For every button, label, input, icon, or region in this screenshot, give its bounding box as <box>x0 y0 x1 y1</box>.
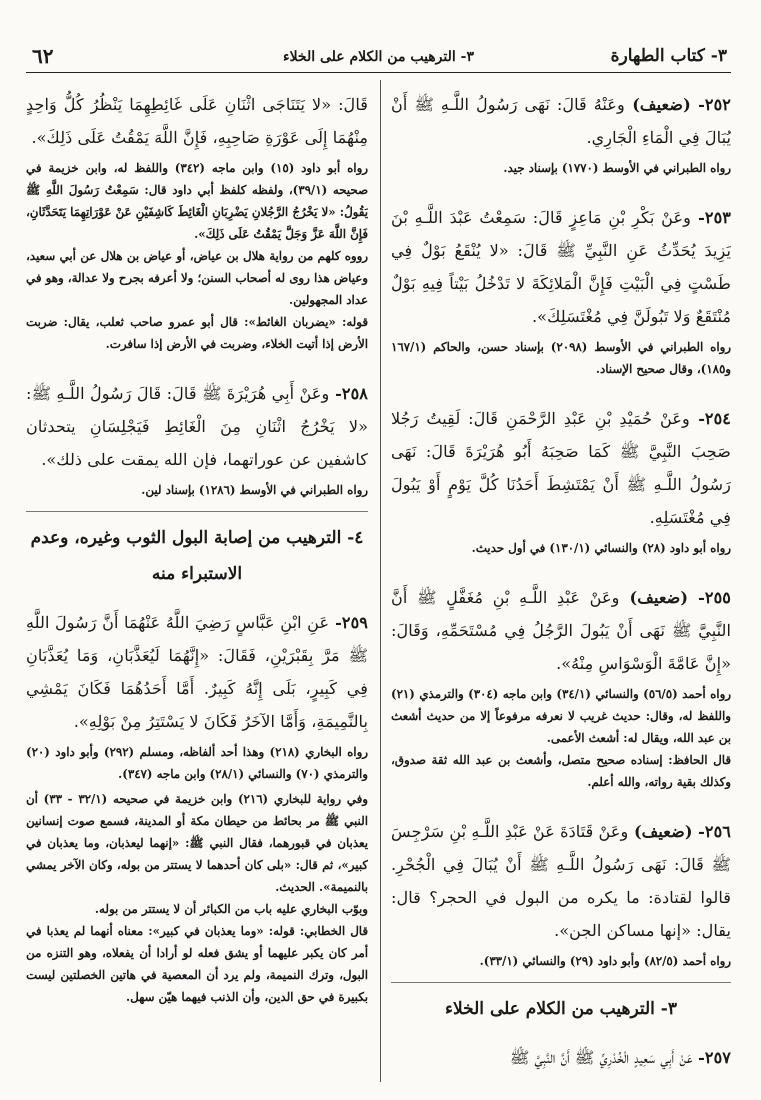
section-running-title: ٣- الترهيب من الكلام على الخلاء <box>282 49 475 65</box>
hadith-number: ٢٥٣- <box>690 208 731 227</box>
hadith-source: رواه الطبراني في الأوسط (١٢٨٦) بإسناد لين. <box>141 483 368 497</box>
hadith-number: ٢٥٢- <box>690 95 731 114</box>
header-divider <box>26 72 731 73</box>
hadith-source: رواه البخاري (٢١٨) وهذا أحد ألفاظه، ومسلم (٢٩٢) وأبو داود (٢٠) والترمذي (٧٠) والنسائي (٢٨/١) وابن ماجه (٣٤٧). <box>26 745 368 781</box>
hadith-note: قال الحافظ: إسناده صحيح متصل، وأشعث بن عبد الله ثقة صدوق، وكذلك بقية رواته، والله أعلم. <box>391 753 731 789</box>
hadith-grade: (ضعيف) <box>619 588 689 607</box>
chapter-title: ٣- كتاب الطهارة <box>610 46 727 66</box>
hadith-257 <box>391 1041 731 1074</box>
hadith-source: رواه الطبراني في الأوسط (٢٠٩٨) بإسناد حسن، والحاكم (١٦٧/١ و١٨٥)، وقال صحيح الإسناد. <box>391 340 731 376</box>
hadith-258 <box>26 377 368 476</box>
hadith-grade: (ضعيف) <box>624 95 691 114</box>
hadith-number: ٢٥٩- <box>329 613 368 632</box>
hadith-number: ٢٥٨- <box>329 384 368 403</box>
section-separator <box>391 982 731 983</box>
hadith-text: وعَنْ بَكْرِ بْنِ مَاعِزٍ قَالَ: سَمِعْتُ عَبْدَ اللَّـهِ بْنَ يَزِيدَ يُحَدِّثُ عَنِ النَّبِيِّ ﷺ قَالَ: «لا يُنْقَعُ بَوْلٌ فِي طَسْتٍ فِي الْبَيْتِ فَإِنَّ الْمَلائِكَةَ لا تَدْخُلُ بَيْتاً فِيهِ بَوْلٌ مُنْتَقَعٌ وَلا تَبُولَنَّ فِي مُغْتَسَلِكَ». <box>391 208 731 326</box>
section-separator <box>26 511 368 512</box>
hadith-text: وعَنْ عَبْدِ اللَّـهِ بْنِ مُغَفَّلٍ ﷺ أَنَّ النَّبِيَّ ﷺ نَهَى أَنْ يَبُولَ الرَّجُلُ فِي مُسْتَحَمِّهِ، وَقَالَ: «إِنَّ عَامَّةَ الْوَسْوَاسِ مِنْهُ». <box>391 588 731 673</box>
hadith-number: ٢٥٥- <box>688 588 731 607</box>
hadith-source: رواه أبو داود (١٥) وابن ماجه (٣٤٢) واللفظ له، وابن خزيمة في صحيحه (٣٩/١)، ولفظه كلفظ أبي داود قال: سَمِعْتُ رَسُولَ اللَّهِ ﷺ يَقُولُ: «لا يَخْرُجُ الرَّجُلانِ يَضْرِبَانِ الْغَائِطَ كَاشِفَيْنِ عَنْ عَوْرَاتِهِمَا يَتَحَدَّثَانِ، فَإِنَّ اللَّهَ عَزَّ وَجَلَّ يَمْقُتُ عَلَى ذَلِكَ». <box>26 161 368 241</box>
hadith-253 <box>391 201 731 333</box>
page-number: ٦٢ <box>32 44 54 68</box>
hadith-source: رواه أبو داود (٢٨) والنسائي (١٣٠/١) في أول حديث. <box>471 541 731 555</box>
hadith-number: ٢٥٦- <box>692 822 731 841</box>
hadith-number: ٢٥٧- <box>692 1048 731 1067</box>
hadith-source: رواه أحمد (٨٢/٥) وأبو داود (٢٩) والنسائي (٣٣/١). <box>479 954 731 968</box>
hadith-text: وعَنْ حُمَيْدِ بْنِ عَبْدِ الرَّحْمَنِ قَالَ: لَقِيتُ رَجُلا صَحِبَ النَّبِيَّ ﷺ كَمَا صَحِبَهُ أَبُو هُرَيْرَةَ قَالَ: نَهَى رَسُولُ اللَّـهِ ﷺ أَنْ يَمْتَشِطَ أَحَدُنَا كُلَّ يَوْمٍ أَوْ يَبُولَ فِي مُغْتَسَلِهِ. <box>391 409 731 527</box>
hadith-255 <box>391 581 731 680</box>
hadith-number: ٢٥٤- <box>689 409 731 428</box>
hadith-254 <box>391 402 731 534</box>
column-divider <box>380 80 381 1082</box>
hadith-text: وعَنْ قَتَادَةَ عَنْ عَبْدِ اللَّـهِ بْنِ سَرْجِسَ ﷺ قَالَ: نَهَى رَسُولُ اللَّـهِ ﷺ أَنْ يُبَالَ فِي الْجُحْرِ. قالوا لقتادة: ما يكره من البول في الحجر؟ قال: يقال: «إنها مساكن الجن». <box>391 822 731 940</box>
hadith-note: رووه كلهم من رواية هلال بن عياض، أو عياض بن هلال عن أبي سعيد، وعياض هذا روى له أصحاب السنن؛ ولا أعرفه بجرح ولا عدالة، وهو في عداد المجهولين. <box>26 249 368 307</box>
hadith-source-alt: وفي رواية للبخاري (٢١٦) وابن خزيمة في صحيحه (٣٢/١ - ٣٣) أن النبي ﷺ مر بحائط من حيطان مكة أو المدينة، فسمع صوت إنسانين يعذبان في قبورهما، فقال النبي ﷺ: «إنهما ليعذبان، وما يعذبان في كبير»، ثم قال: «بلى كان أحدهما لا يستتر من بوله، وكان الآخر يمشي بالنميمة». الحديث. <box>26 792 368 894</box>
hadith-text: عَنِ ابْنِ عَبَّاسٍ رَضِيَ اللَّهُ عَنْهُمَا أَنَّ رَسُولَ اللَّهِ ﷺ مَرَّ بِقَبْرَيْنِ، فَقَالَ: «إِنَّهُمَا لَيُعَذَّبَانِ، وَمَا يُعَذَّبَانِ فِي كَبِيرٍ، بَلَى إِنَّهُ كَبِيرٌ. أَمَّا أَحَدُهُمَا فَكَانَ يَمْشِي بِالنَّمِيمَةِ، وَأَمَّا الآخَرُ فَكَانَ لا يَسْتَتِرُ مِنْ بَوْلِهِ». <box>26 613 368 731</box>
section-heading-3: ٣- الترهيب من الكلام على الخلاء <box>445 999 677 1019</box>
section-heading-4: ٤- الترهيب من إصابة البول الثوب وغيره، وعدم الاستبراء منه <box>30 528 364 584</box>
hadith-text: عَنْ أَبِي سَعِيدٍ الْخُدْرِيِّ ﷺ أَنَّ النَّبِيَّ ﷺ <box>509 1048 693 1067</box>
right-column <box>391 88 731 1090</box>
hadith-257-continued: قَالَ: «لا يَتَنَاجَى اثْنَانِ عَلَى غَائِطِهِمَا يَنْظُرُ كُلُّ وَاحِدٍ مِنْهُمَا إِلَى عَوْرَةِ صَاحِبِهِ، فَإِنَّ اللَّهَ يَمْقُتُ عَلَى ذَلِكَ». <box>26 95 368 147</box>
hadith-text: وعَنْ أَبِي هُرَيْرَةَ ﷺ قَالَ: قَالَ رَسُولُ اللَّـهِ ﷺ: «لا يَخْرُجُ اثْنَانِ مِنَ الْغَائِطِ فَيَجْلِسَانِ يتحدثان كاشفين عن عوراتهما، فإن الله يمقت على ذلك». <box>26 384 368 469</box>
page-header <box>26 38 731 72</box>
hadith-note: قال الخطابي: قوله: «وما يعذبان في كبير»: معناه أنهما لم يعذبا في أمر كان يكبر عليهما أو يشق فعله لو أرادا أن يفعلاه، وهو التنزه من البول، وترك النميمة، ولم يرد أن المعصية في هاتين الخصلتين ليست بكبيرة في حق الدين، وأن الذنب فيهما هيّن سهل. <box>26 924 368 1004</box>
hadith-note: قوله: «يضربان الغائط»: قال أبو عمرو صاحب ثعلب، يقال: ضربت الأرض إذا أتيت الخلاء، وضربت في الأرض إذا سافرت. <box>26 315 368 351</box>
hadith-source: رواه أحمد (٥٦/٥) والنسائي (٣٤/١) وابن ماجه (٣٠٤) والترمذي (٢١) واللفظ له، وقال: حديث غريب لا نعرفه مرفوعاً إلا من حديث أشعث بن عبد الله، ويقال له: أشعث الأعمى. <box>391 687 731 745</box>
hadith-252 <box>391 88 731 154</box>
left-column <box>26 88 368 1090</box>
hadith-259 <box>26 606 368 738</box>
hadith-text: وعَنْهُ قَالَ: نَهَى رَسُولُ اللَّـهِ ﷺ أَنْ يُبَالَ فِي الْمَاءِ الْجَارِي. <box>391 95 731 147</box>
hadith-source: رواه الطبراني في الأوسط (١٧٧٠) بإسناد جيد. <box>503 161 731 175</box>
hadith-256 <box>391 815 731 947</box>
hadith-note: وبوّب البخاري عليه باب من الكبائر أن لا يستتر من بوله. <box>94 902 368 916</box>
hadith-grade: (ضعيف) <box>628 822 693 841</box>
